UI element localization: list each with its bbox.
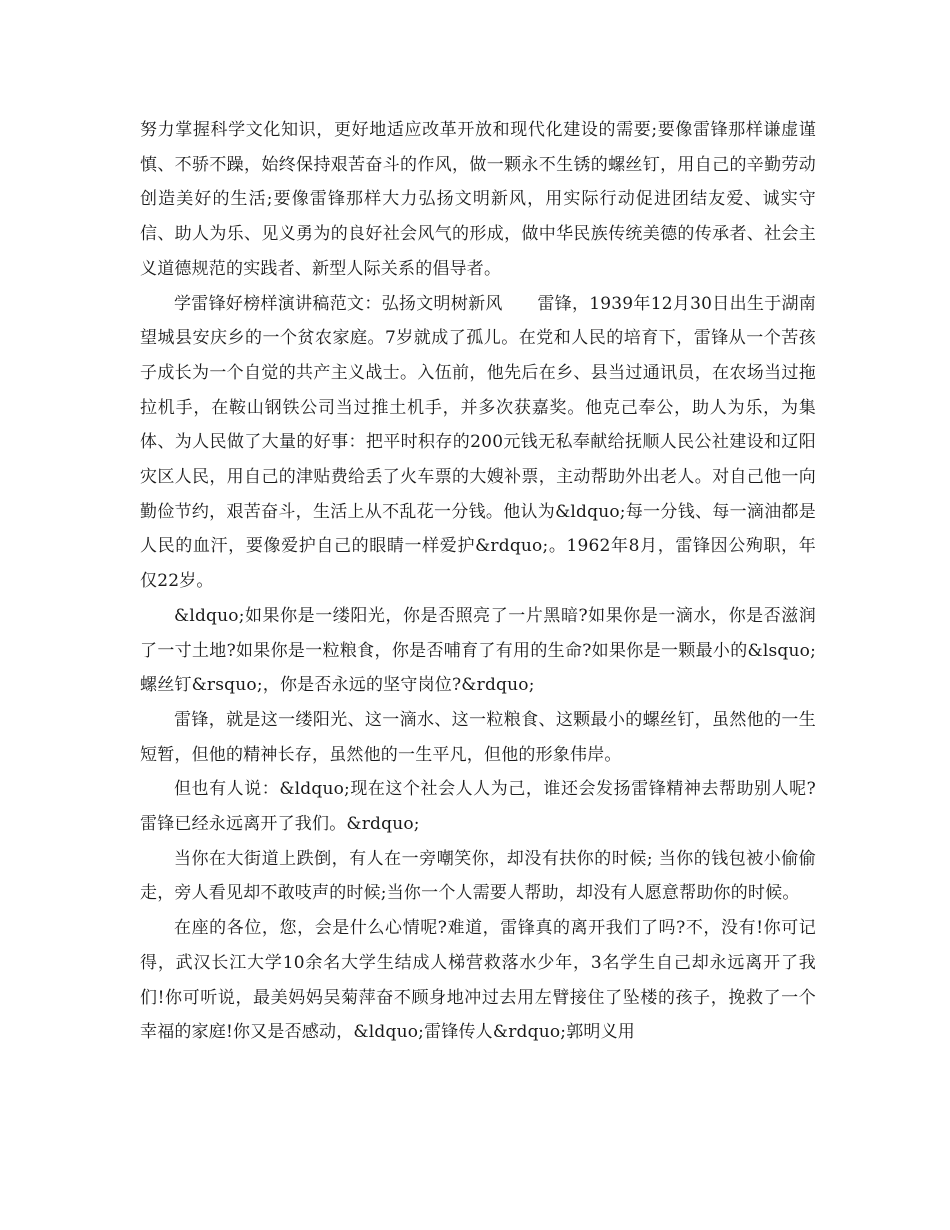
paragraph-leifeng-spirit: 雷锋，就是这一缕阳光、这一滴水、这一粒粮食、这颗最小的螺丝钉，虽然他的一生短暂，但他的精神长存，虽然他的一生平凡，但他的形象伟岸。 — [140, 709, 816, 765]
paragraph-leifeng-biography: 学雷锋好榜样演讲稿范文：弘扬文明树新风 雷锋，1939年12月30日出生于湖南望城县安庆乡的一个贫农家庭。7岁就成了孤儿。在党和人民的培育下，雷锋从一个苦孩子成长为一个自觉的共产主义战士。入伍前，他先后在乡、县当过通讯员，在农场当过拖拉机手，在鞍山钢铁公司当过推土机手，并多次获嘉奖。他克己奉公，助人为乐，为集体、为人民做了大量的好事：把平时积存的200元钱无私奉献给抚顺人民公社建设和辽阳灾区人民，用自己的津贴费给丢了火车票的大嫂补票，主动帮助外出老人。对自己他一向勤俭节约，艰苦奋斗，生活上从不乱花一分钱。他认为&ldquo;每一分钱、每一滴油都是人民的血汗，要像爱护自己的眼睛一样爱护&rdquo;。1962年8月，雷锋因公殉职，年仅22岁。 — [140, 293, 816, 592]
paragraph-continued: 努力掌握科学文化知识，更好地适应改革开放和现代化建设的需要;要像雷锋那样谦虚谨慎、不骄不躁，始终保持艰苦奋斗的作风，做一颗永不生锈的螺丝钉，用自己的辛勤劳动创造美好的生活;要像雷锋那样大力弘扬文明新风，用实际行动促进团结友爱、诚实守信、助人为乐、见义勇为的良好社会风气的形成，做中华民族传统美德的传承者、社会主义道德规范的实践者、新型人际关系的倡导者。 — [140, 120, 816, 279]
paragraph-when-you-fall: 当你在大街道上跌倒，有人在一旁嘲笑你，却没有扶你的时候; 当你的钱包被小偷偷走，旁人看见却不敢吱声的时候;当你一个人需要人帮助，却没有人愿意帮助你的时候。 — [140, 848, 816, 904]
paragraph-audience-question: 在座的各位，您，会是什么心情呢?难道，雷锋真的离开我们了吗?不，没有!你可记得，武汉长江大学10余名大学生结成人梯营救落水少年，3名学生自己却永远离开了我们!你可听说，最美妈妈吴菊萍奋不顾身地冲过去用左臂接住了坠楼的孩子，挽救了一个幸福的家庭!你又是否感动，&ldquo;雷锋传人&rdquo;郭明义用 — [140, 918, 816, 1043]
paragraph-sunlight-quote: &ldquo;如果你是一缕阳光，你是否照亮了一片黑暗?如果你是一滴水，你是否滋润了一寸土地?如果你是一粒粮食，你是否哺育了有用的生命?如果你是一颗最小的&lsquo;螺丝钉&rsquo;，你是否永远的坚守岗位?&rdquo; — [140, 605, 816, 696]
document-body — [140, 113, 816, 1050]
paragraph-some-people-say: 但也有人说：&ldquo;现在这个社会人人为己，谁还会发扬雷锋精神去帮助别人呢?雷锋已经永远离开了我们。&rdquo; — [140, 779, 816, 835]
